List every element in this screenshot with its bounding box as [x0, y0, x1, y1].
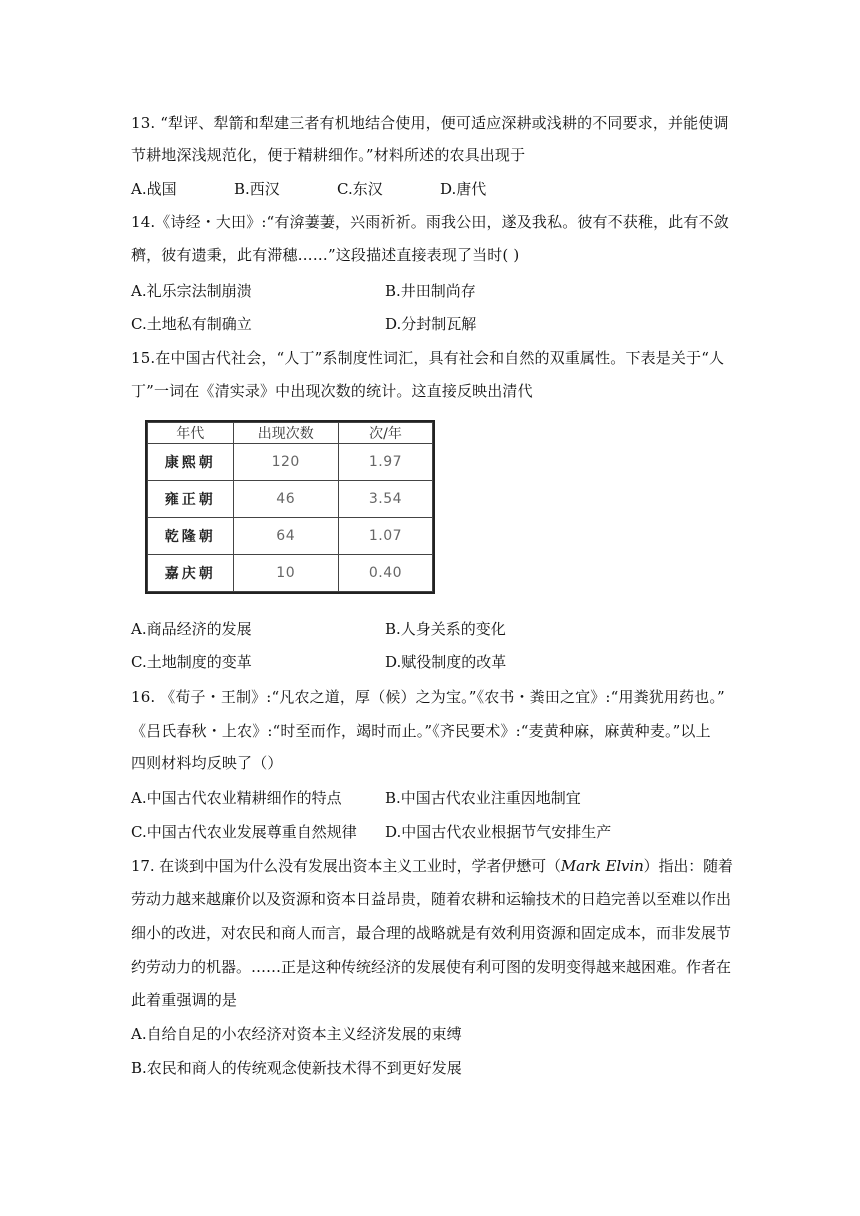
q15-stem-line1: 15.在中国古代社会，“人丁”系制度性词汇，具有社会和自然的双重属性。下表是关于“人: [131, 349, 725, 367]
table-header-era: 年代: [148, 423, 234, 444]
q13-option-b: B.西汉: [234, 180, 280, 198]
table-row: [148, 444, 433, 481]
q16-option-a: A.中国古代农业精耕细作的特点: [131, 789, 342, 807]
table-row: [148, 555, 433, 592]
q14-option-c: C.土地私有制确立: [131, 315, 252, 333]
table-cell-rate: 1.97: [338, 444, 432, 481]
q15-option-c: C.土地制度的变革: [131, 653, 252, 671]
q13-option-c: C.东汉: [337, 180, 383, 198]
table-row: [148, 518, 433, 555]
q16-option-c: C.中国古代农业发展尊重自然规律: [131, 823, 357, 841]
table-header-row: [148, 423, 433, 444]
q17-stem-line2: 劳动力越来越廉价以及资源和资本日益昂贵，随着农耕和运输技术的日趋完善以至难以作出: [131, 890, 732, 908]
table-cell-count: 64: [233, 518, 338, 555]
q13-option-a: A.战国: [131, 180, 177, 198]
q16-stem-line3: 四则材料均反映了（）: [131, 754, 283, 772]
q17-stem-line1: [131, 856, 733, 876]
table-header-count: 出现次数: [233, 423, 338, 444]
table-cell-rate: 3.54: [338, 481, 432, 518]
table-cell-era: 康熙朝: [148, 444, 234, 481]
q17-stem-line1-post: ）指出：随着: [643, 857, 733, 875]
table-cell-era: 乾隆朝: [148, 518, 234, 555]
table-cell-era: 嘉庆朝: [148, 555, 234, 592]
q13-stem-line2: 节耕地深浅规范化，便于精耕细作。”材料所述的农具出现于: [131, 146, 526, 164]
q17-option-b: B.农民和商人的传统观念使新技术得不到更好发展: [131, 1059, 462, 1077]
q13-stem-line1: 13. “犁评、犁箭和犁建三者有机地结合使用，便可适应深耕或浅耕的不同要求，并能使调: [131, 114, 729, 132]
table-cell-era: 雍正朝: [148, 481, 234, 518]
q14-option-d: D.分封制瓦解: [385, 315, 477, 333]
q17-author-name: Mark Elvin: [560, 857, 644, 875]
q14-stem-line2: 穧，彼有遗秉，此有滞穗……”这段描述直接表现了当时( ): [131, 246, 520, 264]
table-cell-count: 120: [233, 444, 338, 481]
table-cell-count: 46: [233, 481, 338, 518]
q17-stem-line4: 约劳动力的机器。……正是这种传统经济的发展使有利可图的发明变得越来越困难。作者在: [131, 958, 732, 976]
q14-option-b: B.井田制尚存: [385, 282, 476, 300]
q14-option-a: A.礼乐宗法制崩溃: [131, 282, 252, 300]
q17-stem-line5: 此着重强调的是: [131, 991, 238, 1009]
q15-option-d: D.赋役制度的改革: [385, 653, 507, 671]
renDing-stats-table: [145, 420, 435, 594]
table-header-rate: 次/年: [338, 423, 432, 444]
q15-option-b: B.人身关系的变化: [385, 620, 506, 638]
table-row: [148, 481, 433, 518]
q16-option-b: B.中国古代农业注重因地制宜: [385, 789, 581, 807]
q14-stem-line1: 14.《诗经・大田》:“有渰萋萋，兴雨祈祈。雨我公田，遂及我私。彼有不获稚，此有不敛: [131, 213, 729, 231]
q16-stem-line2: 《吕氏春秋・上农》:“时至而作，竭时而止。”《齐民要术》:“麦黄种麻，麻黄种麦。”以上: [131, 722, 711, 740]
table-cell-count: 10: [233, 555, 338, 592]
q17-stem-line3: 细小的改进，对农民和商人而言，最合理的战略就是有效利用资源和固定成本，而非发展节: [131, 924, 732, 942]
q17-stem-line1-pre: 17. 在谈到中国为什么没有发展出资本主义工业时，学者伊懋可（: [131, 857, 561, 875]
table-cell-rate: 0.40: [338, 555, 432, 592]
q15-option-a: A.商品经济的发展: [131, 620, 252, 638]
q16-stem-line1: 16. 《荀子・王制》:“凡农之道，厚（候）之为宝。”《农书・粪田之宜》:“用粪犹用药也。”: [131, 688, 725, 706]
q15-stem-line2: 丁”一词在《清实录》中出现次数的统计。这直接反映出清代: [131, 382, 533, 400]
q17-option-a: A.自给自足的小农经济对资本主义经济发展的束缚: [131, 1025, 462, 1043]
q13-option-d: D.唐代: [440, 180, 487, 198]
q16-option-d: D.中国古代农业根据节气安排生产: [385, 823, 612, 841]
table-cell-rate: 1.07: [338, 518, 432, 555]
